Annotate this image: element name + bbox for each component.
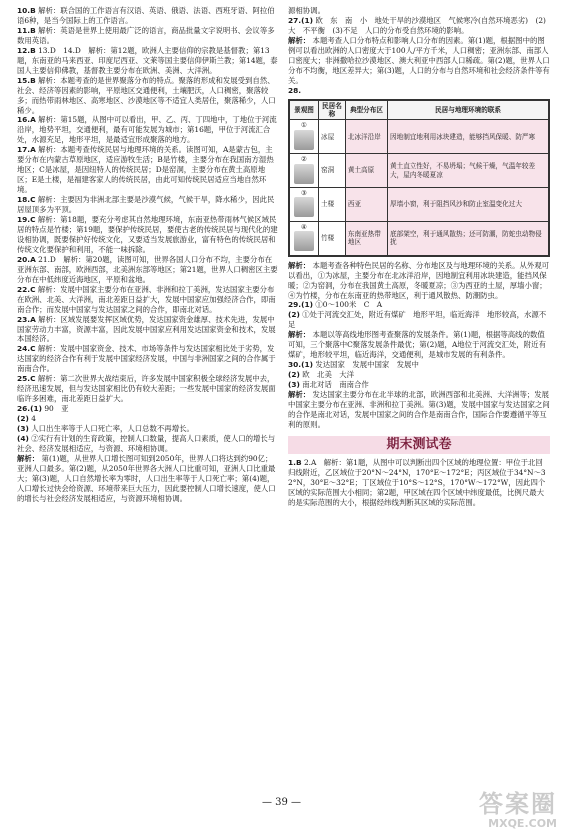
answer-text: 解析：本题考查传统民居与地理环境的关系。读图可知，A是蒙古包，主要分布在内蒙古草原地区，适应游牧生活；B是竹楼，主要分布在我国南方湿热地区；C是冰屋，是因纽特人的传统民居；D是窑洞，主要分布在黄土高原地区；E是土楼，是福建客家人的传统民居，由此可知传统民居适应当地自然环境。	[17, 145, 274, 195]
answer-text: 90 亚	[44, 404, 69, 414]
dwelling-table	[289, 100, 549, 256]
answer-number: 26.(1)	[17, 404, 42, 414]
answer-entry	[17, 374, 279, 404]
answer-number: 23.A	[17, 314, 36, 324]
dwelling-photo	[294, 197, 314, 217]
table-header-cell: 民居与地理环境的联系	[388, 100, 549, 120]
dwelling-photo	[294, 164, 314, 184]
table-header-cell: 民居名称	[319, 100, 346, 120]
answer-number: (4)	[17, 433, 29, 443]
page-number: — 39 —	[261, 797, 302, 808]
answer-entry	[17, 404, 279, 414]
table-row	[290, 154, 549, 188]
answer-number: 解析：	[288, 260, 311, 270]
left-column	[17, 6, 279, 504]
q28-number: 28.	[288, 85, 302, 95]
answer-number: 17.A	[17, 145, 36, 155]
answer-entry	[17, 285, 279, 315]
answer-entry	[288, 458, 550, 508]
answer-entry	[288, 380, 550, 390]
answer-number: 15.B	[17, 75, 36, 85]
table-cell-name: 竹楼	[319, 221, 346, 255]
table-cell-area: 北冰洋沿岸	[345, 120, 387, 154]
landscape-picture-cell	[290, 221, 319, 255]
answer-text: ②实行有计划的生育政策，控制人口数量，提高人口素质，使人口的增长与社会、经济发展相适应，与资源、环境相协调。	[17, 433, 276, 453]
answer-entry	[288, 6, 550, 16]
table-header-cell: 景观图	[290, 100, 319, 120]
right-column	[288, 6, 550, 508]
answer-entry	[288, 261, 550, 301]
table-cell-name: 窑洞	[319, 154, 346, 188]
answer-number: (2)	[288, 370, 300, 380]
table-cell-relation: 底部架空，利于通风散热；还可防潮，防蛇虫动物侵扰	[388, 221, 549, 255]
answer-entry	[17, 454, 279, 504]
answer-entry	[288, 36, 550, 86]
answer-text: 4	[31, 414, 36, 424]
answer-text: 欧 北美 大洋	[302, 370, 355, 380]
table-cell-relation: 黄土直立性好，不易坍塌；气候干燥，气温年较差大，屋内冬暖夏凉	[388, 154, 549, 188]
landscape-picture-cell	[290, 188, 319, 222]
answer-entry	[17, 315, 279, 345]
answer-number: 解析：	[288, 330, 311, 340]
answer-number: (2)	[17, 414, 29, 424]
answer-entry	[288, 390, 550, 430]
watermark-text: 答案圈	[479, 790, 557, 818]
table-cell-area: 黄土高原	[345, 154, 387, 188]
answer-text: 解析：第15题，从图中可以看出，甲、乙、丙、丁四地中，丁地位于河流沿岸，地势平坦，交通便利，最有可能发展为城市；第16题，甲位于河流汇合处，水源充足，地形平坦，是最适宜形成聚落的地方。	[17, 115, 277, 145]
table-header-cell: 典型分布区	[345, 100, 387, 120]
answer-entry	[17, 46, 279, 76]
table-cell-relation: 厚墙小窗，利于阻挡风沙和防止室温变化过大	[388, 188, 549, 222]
answer-text: 解析：区域发展要发挥区域优势，发达国家资金雄厚、技术先进，发展中国家劳动力丰富，资源丰富，因此发展中国家应利用发达国家资金和技术，发展本国经济。	[17, 314, 276, 344]
answer-entry	[17, 344, 279, 374]
answer-text: 13.D 14.D 解析：第12题，欧洲人主要信仰的宗教是基督教；第13题，东南亚的马来西亚、印度尼西亚、文莱等国主要信仰伊斯兰教；第14题，泰国人主要信仰佛教，基督教主要分布在欧洲、美洲、大洋洲。	[17, 45, 278, 75]
answer-text: 解析：发展中国家资金、技术、市场等条件与发达国家相比处于劣势，发达国家的经济合作有利于发展中国家经济发展，中国与非洲国家之间的合作属于南南合作。	[17, 344, 276, 374]
question-28	[288, 86, 550, 257]
answer-entry	[17, 414, 279, 424]
answer-text: 南北对话 南南合作	[302, 380, 369, 390]
final-test-entries	[288, 458, 550, 508]
answer-text: 发达国家 发展中国家 发展中	[315, 360, 419, 370]
answer-entry	[17, 434, 279, 454]
section-title: 期末测试卷	[288, 436, 550, 454]
answer-entry	[17, 115, 279, 145]
answer-text: 解析：发展中国家主要分布在亚洲、非洲和拉丁美洲，发达国家主要分布在欧洲、北美、大洋洲，南北差距日益扩大，发展中国家应加强经济合作，即南南合作；而发展中国家与发达国家之间的合作，即南北对话。	[17, 284, 276, 314]
answer-number: 10.B	[17, 6, 36, 15]
answer-entry	[17, 255, 279, 285]
watermark-logo	[479, 791, 557, 830]
answer-number: 19.C	[17, 215, 36, 225]
picture-label: ①	[301, 121, 307, 130]
answer-text: 发达国家主要分布在北半球的北部，欧洲西部和北美洲、大洋洲等；发展中国家主要分布在亚洲、非洲和拉丁美洲。第(3)题，发展中国家与发达国家之间的合作是南北对话，发展中国家之间的合作是南南合作，国际合作要遵循平等互利的原则。	[288, 390, 550, 429]
answer-text: 解析：第二次世界大战结束后，许多发展中国家积极全球经济发展中去，经济迅速发展，但与发达国家相比仍有较大差距；一些发展中国家的经济发展面临许多困难，南北差距日益扩大。	[17, 374, 276, 404]
answer-number: 12.B	[17, 45, 36, 55]
answer-number: 1.B	[288, 457, 302, 467]
answer-entry	[288, 300, 550, 310]
answer-number: 16.A	[17, 115, 36, 125]
answer-number: 30.(1)	[288, 360, 313, 370]
table-cell-area: 西亚	[345, 188, 387, 222]
answer-number: 解析：	[288, 35, 311, 45]
table-row	[290, 188, 549, 222]
answer-entry	[17, 195, 279, 215]
watermark-url: MXQE.COM	[488, 817, 557, 830]
dwelling-photo	[294, 130, 314, 150]
answer-number: 29.(1)	[288, 300, 313, 310]
answer-number: 22.C	[17, 284, 36, 294]
table-cell-relation: 因地制宜地利用冰块建造，能够挡风保暖、防严寒	[388, 120, 549, 154]
answer-entry	[288, 16, 550, 36]
answer-text: 欧 东 南 小 地处干旱的沙漠地区 气候寒冷(自然环境恶劣) (2)大 不平衡 (3)不足 人口的分布受自然环境的影响。	[288, 15, 546, 35]
answer-entry	[17, 215, 279, 255]
answer-number: (3)	[17, 424, 29, 434]
answer-number: (2)	[288, 310, 300, 320]
answer-entry	[17, 26, 279, 46]
table-cell-area: 东南亚热带地区	[345, 221, 387, 255]
answer-number: (3)	[288, 380, 300, 390]
answer-text: 解析：英语是世界上使用最广泛的语言，商品批量文字说明书、会议等多数用英语。	[17, 25, 275, 45]
answer-number: 25.C	[17, 374, 36, 384]
answer-text: ①处于河流交汇处，附近有煤矿 地形平坦，临近海洋 地形较高，水源不足	[288, 310, 547, 330]
answer-entry	[288, 310, 550, 330]
dwelling-photo	[294, 231, 314, 251]
answer-text: 本题考查人口分布特点和影响人口分布的因素。第(1)题，根据图中的图例可以看出欧洲的人口密度大于100人/平方千米，人口稠密；亚洲东部、南部人口密度大；非洲撒哈拉沙漠地区、澳大利亚中西部人口稀疏。第(2)题，世界人口分布不均衡，地区差异大；第(3)题，人口的分布与自然环境和社会经济条件等有关。	[288, 35, 550, 85]
picture-label: ②	[301, 155, 307, 164]
answer-entry	[17, 424, 279, 434]
answer-text: 解析：本题考查的是世界聚落分布的特点。聚落的形成和发展受到自然、社会、经济等因素的影响，平原地区交通便利，土壤肥沃，人口稠密，聚落较多；而热带雨林地区、高寒地区、沙漠地区等不适宜人类居住，聚落稀少，人口稀少。	[17, 75, 276, 115]
answer-entry	[17, 145, 279, 195]
answer-entry	[17, 6, 279, 26]
answer-entry	[17, 76, 279, 116]
answer-number: 解析：	[288, 390, 311, 400]
table-header-row	[290, 100, 549, 120]
answer-entry	[288, 360, 550, 370]
answer-text: 解析：主要因为非洲北部主要是沙漠气候，气候干旱，降水稀少，因此民居屋顶多为平顶。	[17, 195, 275, 215]
landscape-picture-cell	[290, 120, 319, 154]
table-row	[290, 221, 549, 255]
answer-text: 本题以等高线地形图考查聚落的发展条件。第(1)题，根据等高线的数值可知，三个聚落中C聚落发展条件最优；第(2)题，A地位于河流交汇处，附近有煤矿，地形较平坦，临近海洋，交通便利，是城市发展的有利条件。	[288, 330, 546, 360]
answer-entry	[288, 330, 550, 360]
picture-label: ③	[301, 189, 307, 198]
answer-number: 20.A	[17, 254, 36, 264]
answer-number: 解析：	[17, 453, 40, 463]
table-cell-name: 冰屋	[319, 120, 346, 154]
answer-number: 18.C	[17, 195, 36, 205]
table-row	[290, 120, 549, 154]
answer-text: ①0～100米 C A	[315, 300, 383, 310]
right-mid-entries	[288, 261, 550, 430]
answer-text: 2.A 解析：第1题，从图中可以判断出四个区域的地理位置：甲位于北回归线附近，乙区域位于20°N～24°N，170°E～172°E；丙区域位于34°N～32°N，30°E～32°E；丁区域位于10°S～12°S，170°W～172°W，因此四个区域的实际范围大小相同；第2题，甲区域在四个区域中纬度最低，比例尺最大的是实际范围的大小，根据经纬线判断其区域的实际范围。	[288, 457, 546, 507]
answer-number: 11.B	[17, 25, 36, 35]
answer-text: 解析：联合国的工作语言有汉语、英语、俄语、法语、西班牙语、阿拉伯语6种，是当今国际上的工作语言。	[17, 6, 275, 25]
answer-text: 本题考查各种特色民居的名称、分布地区及与地理环境的关系。从外观可以看出，①为冰屋，主要分布在北冰洋沿岸，因地制宜利用冰块建造，能挡风保暖；②为窑洞，分布在我国黄土高原，冬暖夏凉；③为西亚的土屋，厚墙小窗；④为竹楼，分布在东南亚的热带地区，利于通风散热、防潮防虫。	[288, 260, 550, 300]
q28-table-box	[288, 99, 550, 257]
answer-text: 第(1)题，从世界人口增长图可知到2050年，世界人口将达到约90亿；亚洲人口最多。第(2)题，从2050年世界各大洲人口比重可知，亚洲人口比重最大；第(3)题，人口自然增长率为零时，人口出生率等于人口死亡率；第(4)题，人口增长过快会给资源、环境带来巨大压力，因此要控制人口增长速度，使人口的增长与社会经济发展相适应，与资源环境相协调。	[17, 453, 276, 503]
answer-entry	[288, 370, 550, 380]
picture-label: ④	[301, 222, 307, 231]
answer-text: 解析：第18题，要充分考虑其自然地理环境，东南亚热带雨林气候区域民居的特点是竹楼；第19题，要保护传统民居，要使古老的传统民居与现代化的建设相协调，既要保护好传统文化，又要适当发展旅游业，富有特色的传统民居和传统文化要保护和利用，不能一味拆除。	[17, 215, 278, 254]
answer-number: 27.(1)	[288, 15, 313, 25]
answer-text: 源相协调。	[288, 6, 325, 15]
answer-number: 24.C	[17, 344, 36, 354]
answer-text: 人口出生率等于人口死亡率，人口总数不再增长。	[31, 424, 194, 434]
answer-text: 21.D 解析：第20题，读图可知，世界各国人口分布不均，主要分布在亚洲东部、南部，欧洲西部，北美洲东部等地区；第21题，世界人口稠密区主要分布在中低纬度近海地区，平原和盆地。	[17, 254, 278, 284]
right-top-entries	[288, 6, 550, 86]
table-cell-name: 土楼	[319, 188, 346, 222]
landscape-picture-cell	[290, 154, 319, 188]
